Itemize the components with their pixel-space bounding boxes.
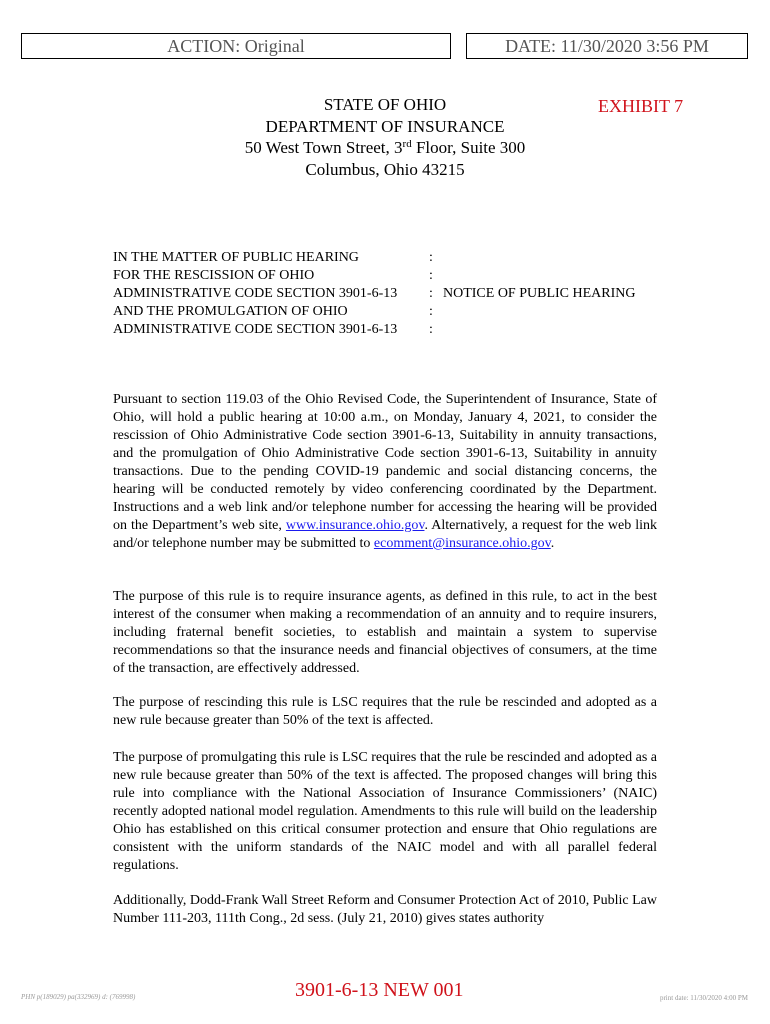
matter-colon: : [429, 268, 433, 283]
matter-colon: : [429, 250, 433, 265]
department-title: DEPARTMENT OF INSURANCE [265, 116, 505, 136]
paragraph-rule-purpose: The purpose of this rule is to require insurance agents, as defined in this rule, to act in the best interest of the consumer when making a recommendation of an annuity and to require insurers, including fraternal benefit societies, to establish and maintain a system to supervise recommendations so that the insurance needs and financial objectives of consumers, at the time of the transaction, are effectively addressed. [113, 589, 657, 676]
matter-colon: : [429, 304, 433, 319]
paragraph-dodd-frank: Additionally, Dodd-Frank Wall Street Reform and Consumer Protection Act of 2010, Public Law Number 111-203, 111th Cong., 2d sess. (July 21, 2010) gives states authority [113, 893, 657, 926]
ecomment-email-link[interactable]: ecomment@insurance.ohio.gov [373, 536, 551, 551]
agency-title-block [185, 94, 585, 180]
paragraph-promulgating-purpose: The purpose of promulgating this rule is LSC requires that the rule be rescinded and adopted as a new rule because greater than 50% of the text is affected. The proposed changes will bring this rule into compliance with the National Association of Insurance Commissioners’ (NAIC) recently adopted national model regulation. Amendments to this rule will build on the leadership Ohio has established on this critical consumer protection and ensure that Ohio regulations are consistent with the uniform standards of the NAIC model and with all parallel federal regulations. [113, 750, 657, 873]
matter-line: AND THE PROMULGATION OF OHIO [113, 304, 348, 319]
footer-print-date: print date: 11/30/2020 4:00 PM [659, 994, 748, 1002]
insurance-website-link[interactable]: www.insurance.ohio.gov [285, 518, 425, 533]
footer-document-id: PHN p(189029) pa(332969) d: (769998) [21, 993, 136, 1001]
matter-line: IN THE MATTER OF PUBLIC HEARING [113, 250, 359, 265]
matter-colon: : [429, 322, 433, 337]
address-street-part: 50 West Town Street, 3 [244, 138, 403, 157]
matter-colon: : [429, 286, 433, 301]
paragraph-text: . Alternatively, a request for the web link and/or telephone number may be submitted to [113, 518, 657, 551]
paragraph-text: . [550, 536, 555, 551]
address-street-suffix: Floor, Suite 300 [411, 138, 526, 157]
paragraph-rescinding-purpose: The purpose of rescinding this rule is LSC requires that the rule be rescinded and adopted as a new rule because greater than 50% of the text is affected. [113, 695, 657, 728]
address-street [185, 137, 585, 159]
matter-line: FOR THE RESCISSION OF OHIO [113, 268, 315, 283]
paragraph-text: Pursuant to section 119.03 of the Ohio Revised Code, the Superintendent of Insurance, State of Ohio, will hold a public hearing at 10:00 a.m., on Monday, January 4, 2021, to consider the rescission of Ohio Administrative Code section 3901-6-13, Suitability in annuity transactions, and the promulgation of Ohio Administrative Code section 3901-6-13, Suitability in annuity transactions. Due to the pending COVID-19 pandemic and social distancing concerns, the hearing will be conducted remotely by video conferencing coordinated by the Department. Instructions and a web link and/or telephone number for accessing the hearing will be provided on the Department’s web site, [113, 392, 657, 533]
notice-title: NOTICE OF PUBLIC HEARING [443, 286, 636, 301]
address-city: Columbus, Ohio 43215 [305, 159, 465, 179]
matter-line: ADMINISTRATIVE CODE SECTION 3901-6-13 [113, 286, 398, 301]
paragraph-hearing-notice [113, 391, 657, 553]
state-title: STATE OF OHIO [323, 95, 447, 114]
matter-line: ADMINISTRATIVE CODE SECTION 3901-6-13 [113, 322, 398, 337]
footer-rule-number: 3901-6-13 NEW 001 [295, 979, 464, 1001]
exhibit-label: EXHIBIT 7 [598, 96, 684, 116]
action-header: ACTION: Original [21, 33, 451, 59]
date-header: DATE: 11/30/2020 3:56 PM [466, 33, 748, 59]
address-superscript: rd [402, 138, 412, 150]
